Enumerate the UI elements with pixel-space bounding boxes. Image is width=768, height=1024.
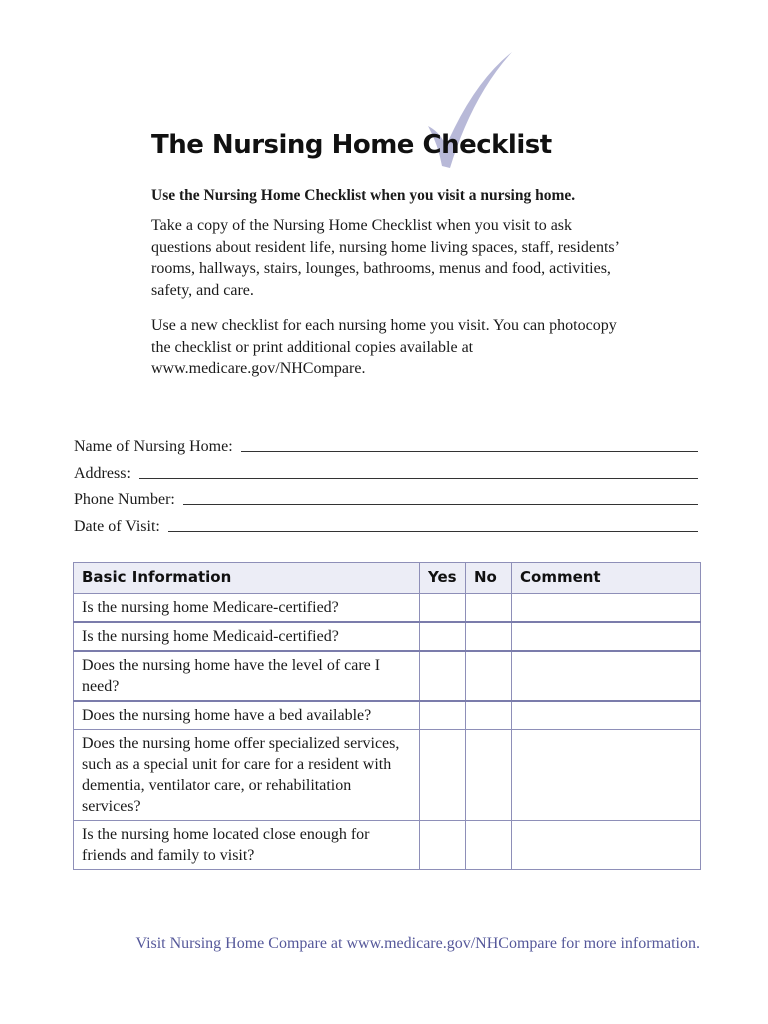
date-of-visit-field[interactable] xyxy=(74,514,698,536)
field-label: Date of Visit: xyxy=(74,518,160,535)
instructions-paragraph: Use a new checklist for each nursing home you visit. You can photocopy the checklist or print additional copies available at www.medicare.gov/NHCompare. xyxy=(151,317,617,377)
table-header-row xyxy=(74,563,701,594)
yes-cell[interactable] xyxy=(420,651,466,701)
question-cell: Is the nursing home Medicaid-certified? xyxy=(74,622,420,651)
column-header-comment: Comment xyxy=(512,563,701,594)
table-row xyxy=(74,651,701,701)
comment-cell[interactable] xyxy=(512,701,701,730)
fill-in-line[interactable] xyxy=(168,516,698,532)
field-label: Address: xyxy=(74,465,131,482)
field-label: Phone Number: xyxy=(74,491,175,508)
page-title: The Nursing Home Checklist xyxy=(151,130,552,160)
address-field[interactable] xyxy=(74,461,698,483)
column-header-yes: Yes xyxy=(420,563,466,594)
table-row xyxy=(74,594,701,623)
question-cell: Does the nursing home have a bed available? xyxy=(74,701,420,730)
nursing-home-name-field[interactable] xyxy=(74,434,698,456)
question-cell: Does the nursing home offer specialized services, such as a special unit for care for a resident with dementia, ventilator care, or rehabilitation services? xyxy=(74,730,420,821)
table-row xyxy=(74,821,701,870)
no-cell[interactable] xyxy=(466,622,512,651)
lead-sentence: Use the Nursing Home Checklist when you visit a nursing home. xyxy=(151,187,576,204)
column-header-basic-information: Basic Information xyxy=(74,563,420,594)
yes-cell[interactable] xyxy=(420,701,466,730)
table-row xyxy=(74,730,701,821)
phone-number-field[interactable] xyxy=(74,487,698,509)
comment-cell[interactable] xyxy=(512,651,701,701)
intro-paragraph: Take a copy of the Nursing Home Checklist when you visit to ask questions about resident life, nursing home living spaces, staff, residents’ rooms, hallways, stairs, lounges, bathrooms, menus and food, activities, safety, and care. xyxy=(151,217,619,299)
column-header-no: No xyxy=(466,563,512,594)
fill-in-line[interactable] xyxy=(183,489,698,505)
yes-cell[interactable] xyxy=(420,821,466,870)
no-cell[interactable] xyxy=(466,821,512,870)
yes-cell[interactable] xyxy=(420,730,466,821)
basic-information-table xyxy=(73,562,701,870)
comment-cell[interactable] xyxy=(512,730,701,821)
question-cell: Is the nursing home Medicare-certified? xyxy=(74,594,420,623)
comment-cell[interactable] xyxy=(512,594,701,623)
no-cell[interactable] xyxy=(466,701,512,730)
no-cell[interactable] xyxy=(466,651,512,701)
no-cell[interactable] xyxy=(466,594,512,623)
table-row xyxy=(74,701,701,730)
footer-note: Visit Nursing Home Compare at www.medicare.gov/NHCompare for more information. xyxy=(135,935,700,952)
question-cell: Does the nursing home have the level of care I need? xyxy=(74,651,420,701)
field-label: Name of Nursing Home: xyxy=(74,438,233,455)
question-cell: Is the nursing home located close enough for friends and family to visit? xyxy=(74,821,420,870)
yes-cell[interactable] xyxy=(420,594,466,623)
comment-cell[interactable] xyxy=(512,821,701,870)
comment-cell[interactable] xyxy=(512,622,701,651)
fill-in-line[interactable] xyxy=(241,436,698,452)
fill-in-line[interactable] xyxy=(139,463,698,479)
table-row xyxy=(74,622,701,651)
no-cell[interactable] xyxy=(466,730,512,821)
yes-cell[interactable] xyxy=(420,622,466,651)
